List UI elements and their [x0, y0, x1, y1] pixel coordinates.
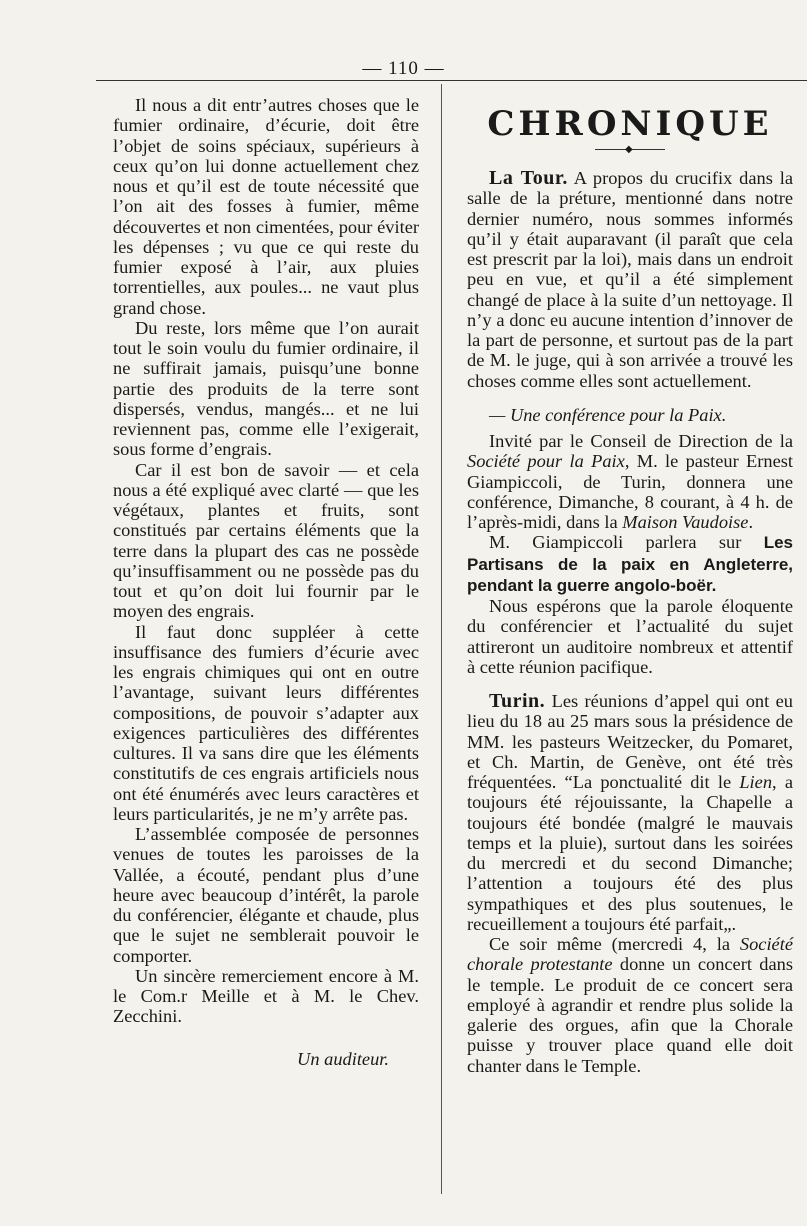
- turin-text-a: Les réunions d’appel qui ont eu lieu du 18 au 25 mars sous la présidence de MM. les pasteurs Weitzecker, du Pomaret, et Ch. Martin, de Genève, ont été très fréquentées. “La ponctualité dit le: [467, 691, 793, 792]
- title-ornament: [595, 146, 665, 152]
- left-paragraph-4: Il faut donc suppléer à cette insuffisance des fumiers d’écurie avec les engrais chimiques qui ont en outre l’avantage, suivant leurs différentes compositions, de pouvoir s’adapter aux exigences particulières des différentes cultures. Il va sans dire que les éléments constitutifs de ces engrais artificiels nous ont été énumérés avec leurs caractères et leurs particularités, je ne m’y arrête pas.: [113, 621, 419, 824]
- left-column: [113, 95, 419, 1069]
- left-paragraph-5: L’assemblée composée de personnes venues de toutes les paroisses de la Vallée, a écouté, pendant plus d’une heure avec beaucoup d’intérêt, la parole du conférencier, élégante et chaude, plus que le sujet ne semblerait pouvoir le comporter.: [113, 824, 419, 966]
- conference-subject-intro: M. Giampiccoli parlera sur: [489, 532, 764, 553]
- la-tour-paragraph: [467, 168, 793, 391]
- column-divider: [441, 84, 442, 1194]
- right-column: [467, 98, 793, 1076]
- page-number: — 110 —: [362, 58, 445, 79]
- conference-heading: — Une conférence pour la Paix.: [489, 404, 727, 425]
- conference-paragraph-2: [467, 532, 793, 596]
- left-paragraph-3: Car il est bon de savoir — et cela nous a été expliqué avec clarté — que les végétaux, plantes et fruits, sont constitués par certains éléments que la terre dans la plupart des cas ne possède qu’insuffisamment ou ne possède pas du tout et qu’on doit lui fournir par le moyen des engrais.: [113, 459, 419, 622]
- turin-paragraph-1: [467, 691, 793, 934]
- header-rule: [96, 80, 807, 81]
- turin-concert-text: donne un concert dans le temple. Le produit de ce concert sera employé à agrandir et rendre plus solide la galerie des orgues, afin que la Chorale puisse y trouver place quand elle doit chanter dans le Temple.: [467, 954, 793, 1076]
- turin-text-b: , a toujours été réjouissante, la Chapelle a toujours été bondée (malgré le mauvais temps et la pluie), surtout dans les soirées du mercredi et du second Dimanche; l’attention a toujours été des plus sympathiques et des plus soutenues, le recueillement a toujours été parfait„.: [467, 772, 793, 934]
- venue-name: Maison Vaudoise: [622, 512, 749, 532]
- chronicle-title: CHRONIQUE: [487, 104, 773, 144]
- turin-place: Turin.: [489, 690, 546, 712]
- left-paragraph-6: Un sincère remerciement encore à M. le Com.r Meille et à M. le Chev. Zecchini.: [113, 965, 419, 1027]
- conference-paragraph-3: Nous espérons que la parole éloquente du conférencier et l’actualité du sujet attireront un auditoire nombreux et attentif à cette réunion pacifique.: [467, 596, 793, 677]
- conference-paragraph-1: [467, 431, 793, 532]
- society-name: Société pour la Paix: [467, 451, 625, 472]
- signature: Un auditeur.: [297, 1048, 389, 1069]
- turin-paragraph-2: [467, 934, 793, 1076]
- conference-text-b: , M. le pasteur Ernest Giampiccoli, de Turin, donnera une conférence, Dimanche, 8 courant, à 4 h. de l’après-midi, dans la: [467, 451, 793, 532]
- la-tour-text: A propos du crucifix dans la salle de la préture, mentionné dans notre dernier numéro, nous sommes informés qu’il y était auparavant (il paraît que cela est prescrit par la loi), mais dans un endroit peu en vue, et qu’il a été simplement changé de place à la suite d’un nettoyage. Il n’y a donc eu aucune intention d’innover de la part de personne, et surtout pas de la part de M. le juge, qui à son arrivée a trouvé les choses comme elles sont actuellement.: [467, 168, 793, 391]
- conference-text-a: Invité par le Conseil de Direction de la: [489, 431, 793, 451]
- lien-name: Lien: [739, 772, 773, 792]
- left-paragraph-1: Il nous a dit entr’autres choses que le fumier ordinaire, d’écurie, doit être l’objet de soins spéciaux, supérieurs à ceux qu’on lui donne actuellement chez nous et qu’il est de toute nécessité que l’on ait des fosses à fumier, même découvertes et non cimentées, pour éviter les dépenses ; vu que ce qui reste du fumier exposé à l’air, aux pluies torrentielles, aux poules... ne vaut plus grand chose.: [113, 95, 419, 318]
- conference-subject: Les Partisans de la paix en Angleterre, pendant la guerre angolo-boër.: [467, 533, 793, 595]
- la-tour-place: La Tour.: [489, 167, 568, 189]
- chorale-name: Société chorale protestante: [467, 934, 793, 975]
- left-paragraph-2: Du reste, lors même que l’on aurait tout le soin voulu du fumier ordinaire, il ne suffirait jamais, puisqu’une bonne partie des produits de la terre sont dispersés, vendus, mangés... et ne lui reviennent pas, comme elle l’exigerait, sous forme d’engrais.: [113, 317, 419, 460]
- conference-text-c: .: [748, 512, 754, 532]
- turin-concert-intro: Ce soir même (mercredi 4, la: [489, 934, 740, 954]
